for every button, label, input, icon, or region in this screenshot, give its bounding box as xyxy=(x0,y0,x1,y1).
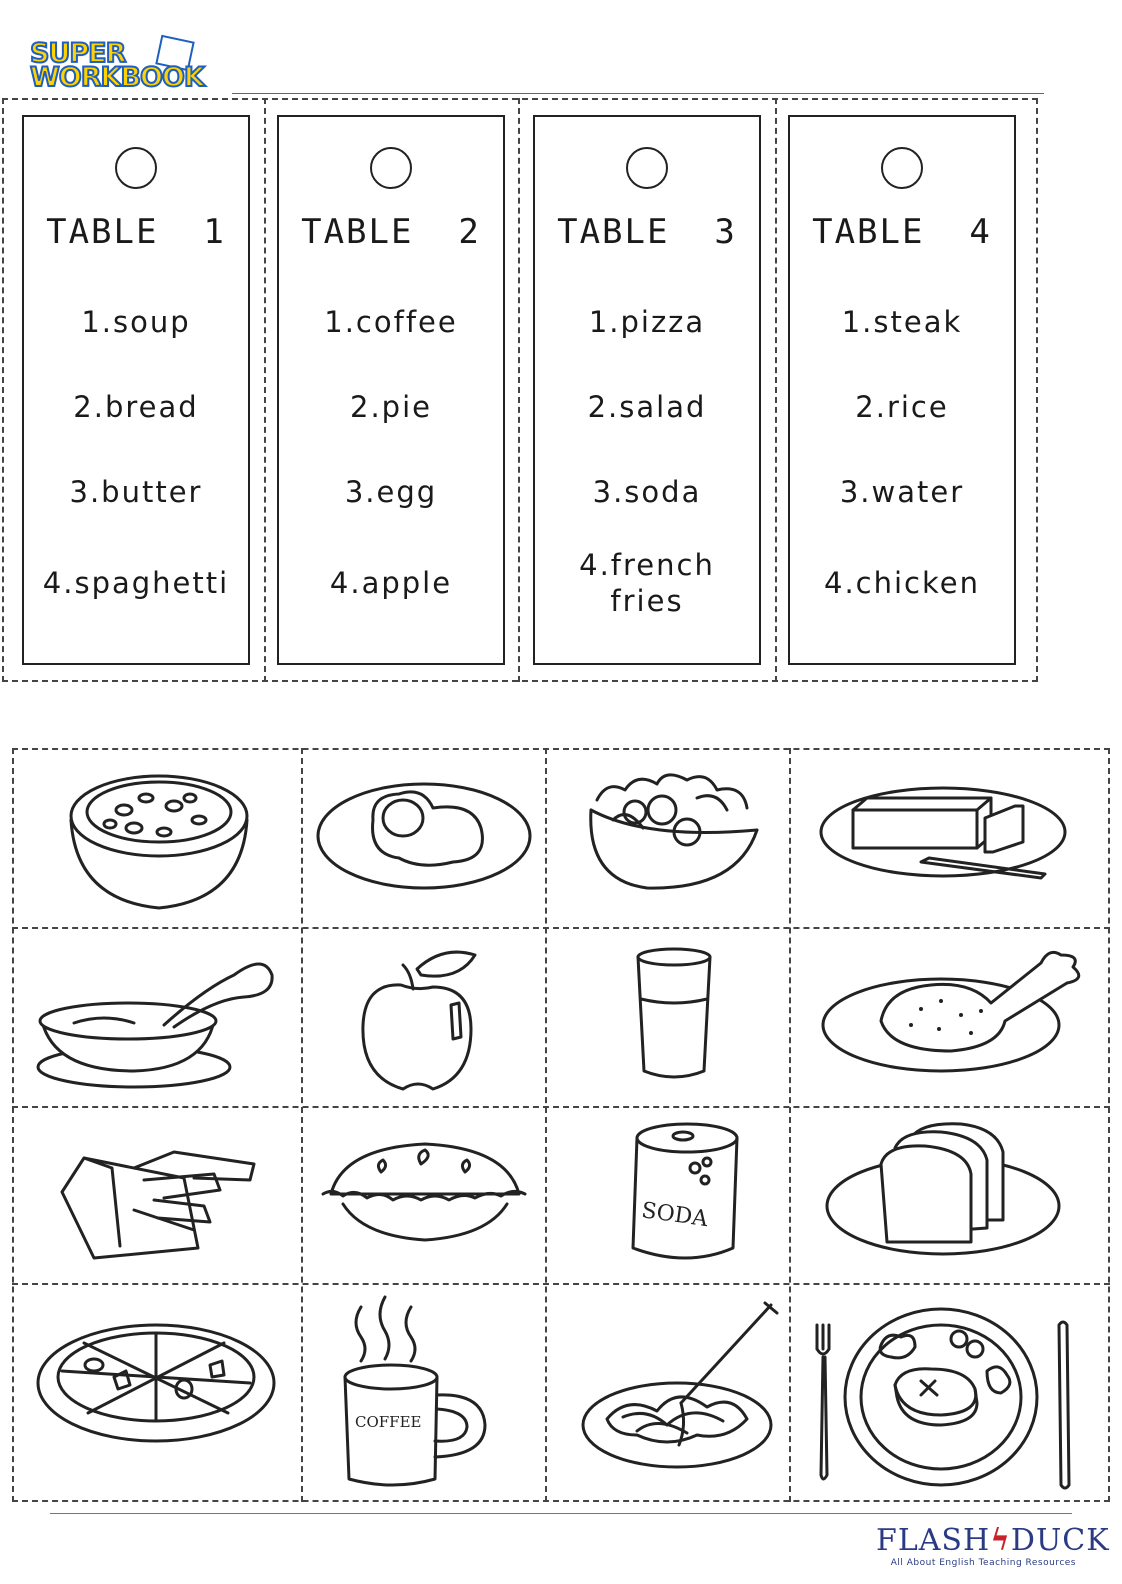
order-item: 3.water xyxy=(839,475,965,509)
table-tag-1 xyxy=(22,115,250,665)
order-item: 3.egg xyxy=(344,475,438,509)
bread-slices-picture xyxy=(791,1108,1109,1283)
spaghetti-picture xyxy=(547,1285,789,1500)
table-tag-3 xyxy=(533,115,761,665)
butter-picture xyxy=(791,750,1109,927)
pie-picture xyxy=(303,1108,545,1283)
order-item: 4.apple xyxy=(329,566,453,600)
logo-line-1: SUPER xyxy=(30,38,126,69)
soda-label: SODA xyxy=(639,1198,710,1233)
coffee-mug-picture xyxy=(303,1285,545,1500)
lightning-icon: ϟ xyxy=(990,1523,1011,1558)
table-tag-4 xyxy=(788,115,1016,665)
order-item: 4.spaghetti xyxy=(42,566,230,600)
brand-tagline: All About English Teaching Resources xyxy=(890,1558,1076,1568)
order-item: 3.soda xyxy=(592,475,702,509)
punch-hole xyxy=(115,147,157,189)
order-item: 2.bread xyxy=(73,390,199,424)
salad-bowl-picture xyxy=(547,750,789,927)
cut-line xyxy=(775,98,777,682)
tag-title: TABLE 2 xyxy=(301,212,481,252)
logo-line-2: WORKBOOK xyxy=(30,62,204,93)
steak-dinner-picture xyxy=(791,1285,1109,1500)
french-fries-picture xyxy=(14,1108,301,1283)
punch-hole xyxy=(626,147,668,189)
brand-name-right: DUCK xyxy=(1010,1523,1110,1558)
roast-chicken-picture xyxy=(791,929,1109,1106)
cut-line xyxy=(264,98,266,682)
order-item: 4.french fries xyxy=(579,548,715,618)
order-item: 2.pie xyxy=(350,390,432,424)
tag-title: TABLE 1 xyxy=(46,212,226,252)
order-item: 3.butter xyxy=(69,475,203,509)
brand-name-left: FLASH xyxy=(876,1523,991,1558)
soup-bowl-picture xyxy=(14,750,301,927)
footer-rule xyxy=(50,1513,1072,1514)
rice-bowl-with-spoon-picture xyxy=(14,929,301,1106)
glass-of-water-picture xyxy=(547,929,789,1106)
order-item: 2.rice xyxy=(855,390,949,424)
order-item: 1.steak xyxy=(841,305,963,339)
order-item: 1.pizza xyxy=(588,305,706,339)
table-tag-2 xyxy=(277,115,505,665)
tag-title: TABLE 4 xyxy=(812,212,992,252)
order-item: 1.coffee xyxy=(324,305,458,339)
soda-can-picture xyxy=(547,1108,789,1283)
order-item: 2.salad xyxy=(587,390,707,424)
punch-hole xyxy=(370,147,412,189)
cut-line xyxy=(518,98,520,682)
header-rule xyxy=(232,93,1044,94)
super-workbook-logo xyxy=(28,36,228,96)
fried-egg-picture xyxy=(303,750,545,927)
coffee-label: COFFEE xyxy=(355,1413,422,1431)
flash-duck-brand xyxy=(876,1523,1110,1574)
pizza-picture xyxy=(14,1285,301,1500)
apple-picture xyxy=(303,929,545,1106)
punch-hole xyxy=(881,147,923,189)
order-item: 4.chicken xyxy=(824,566,980,600)
order-item: 1.soup xyxy=(81,305,191,339)
tag-title: TABLE 3 xyxy=(557,212,737,252)
